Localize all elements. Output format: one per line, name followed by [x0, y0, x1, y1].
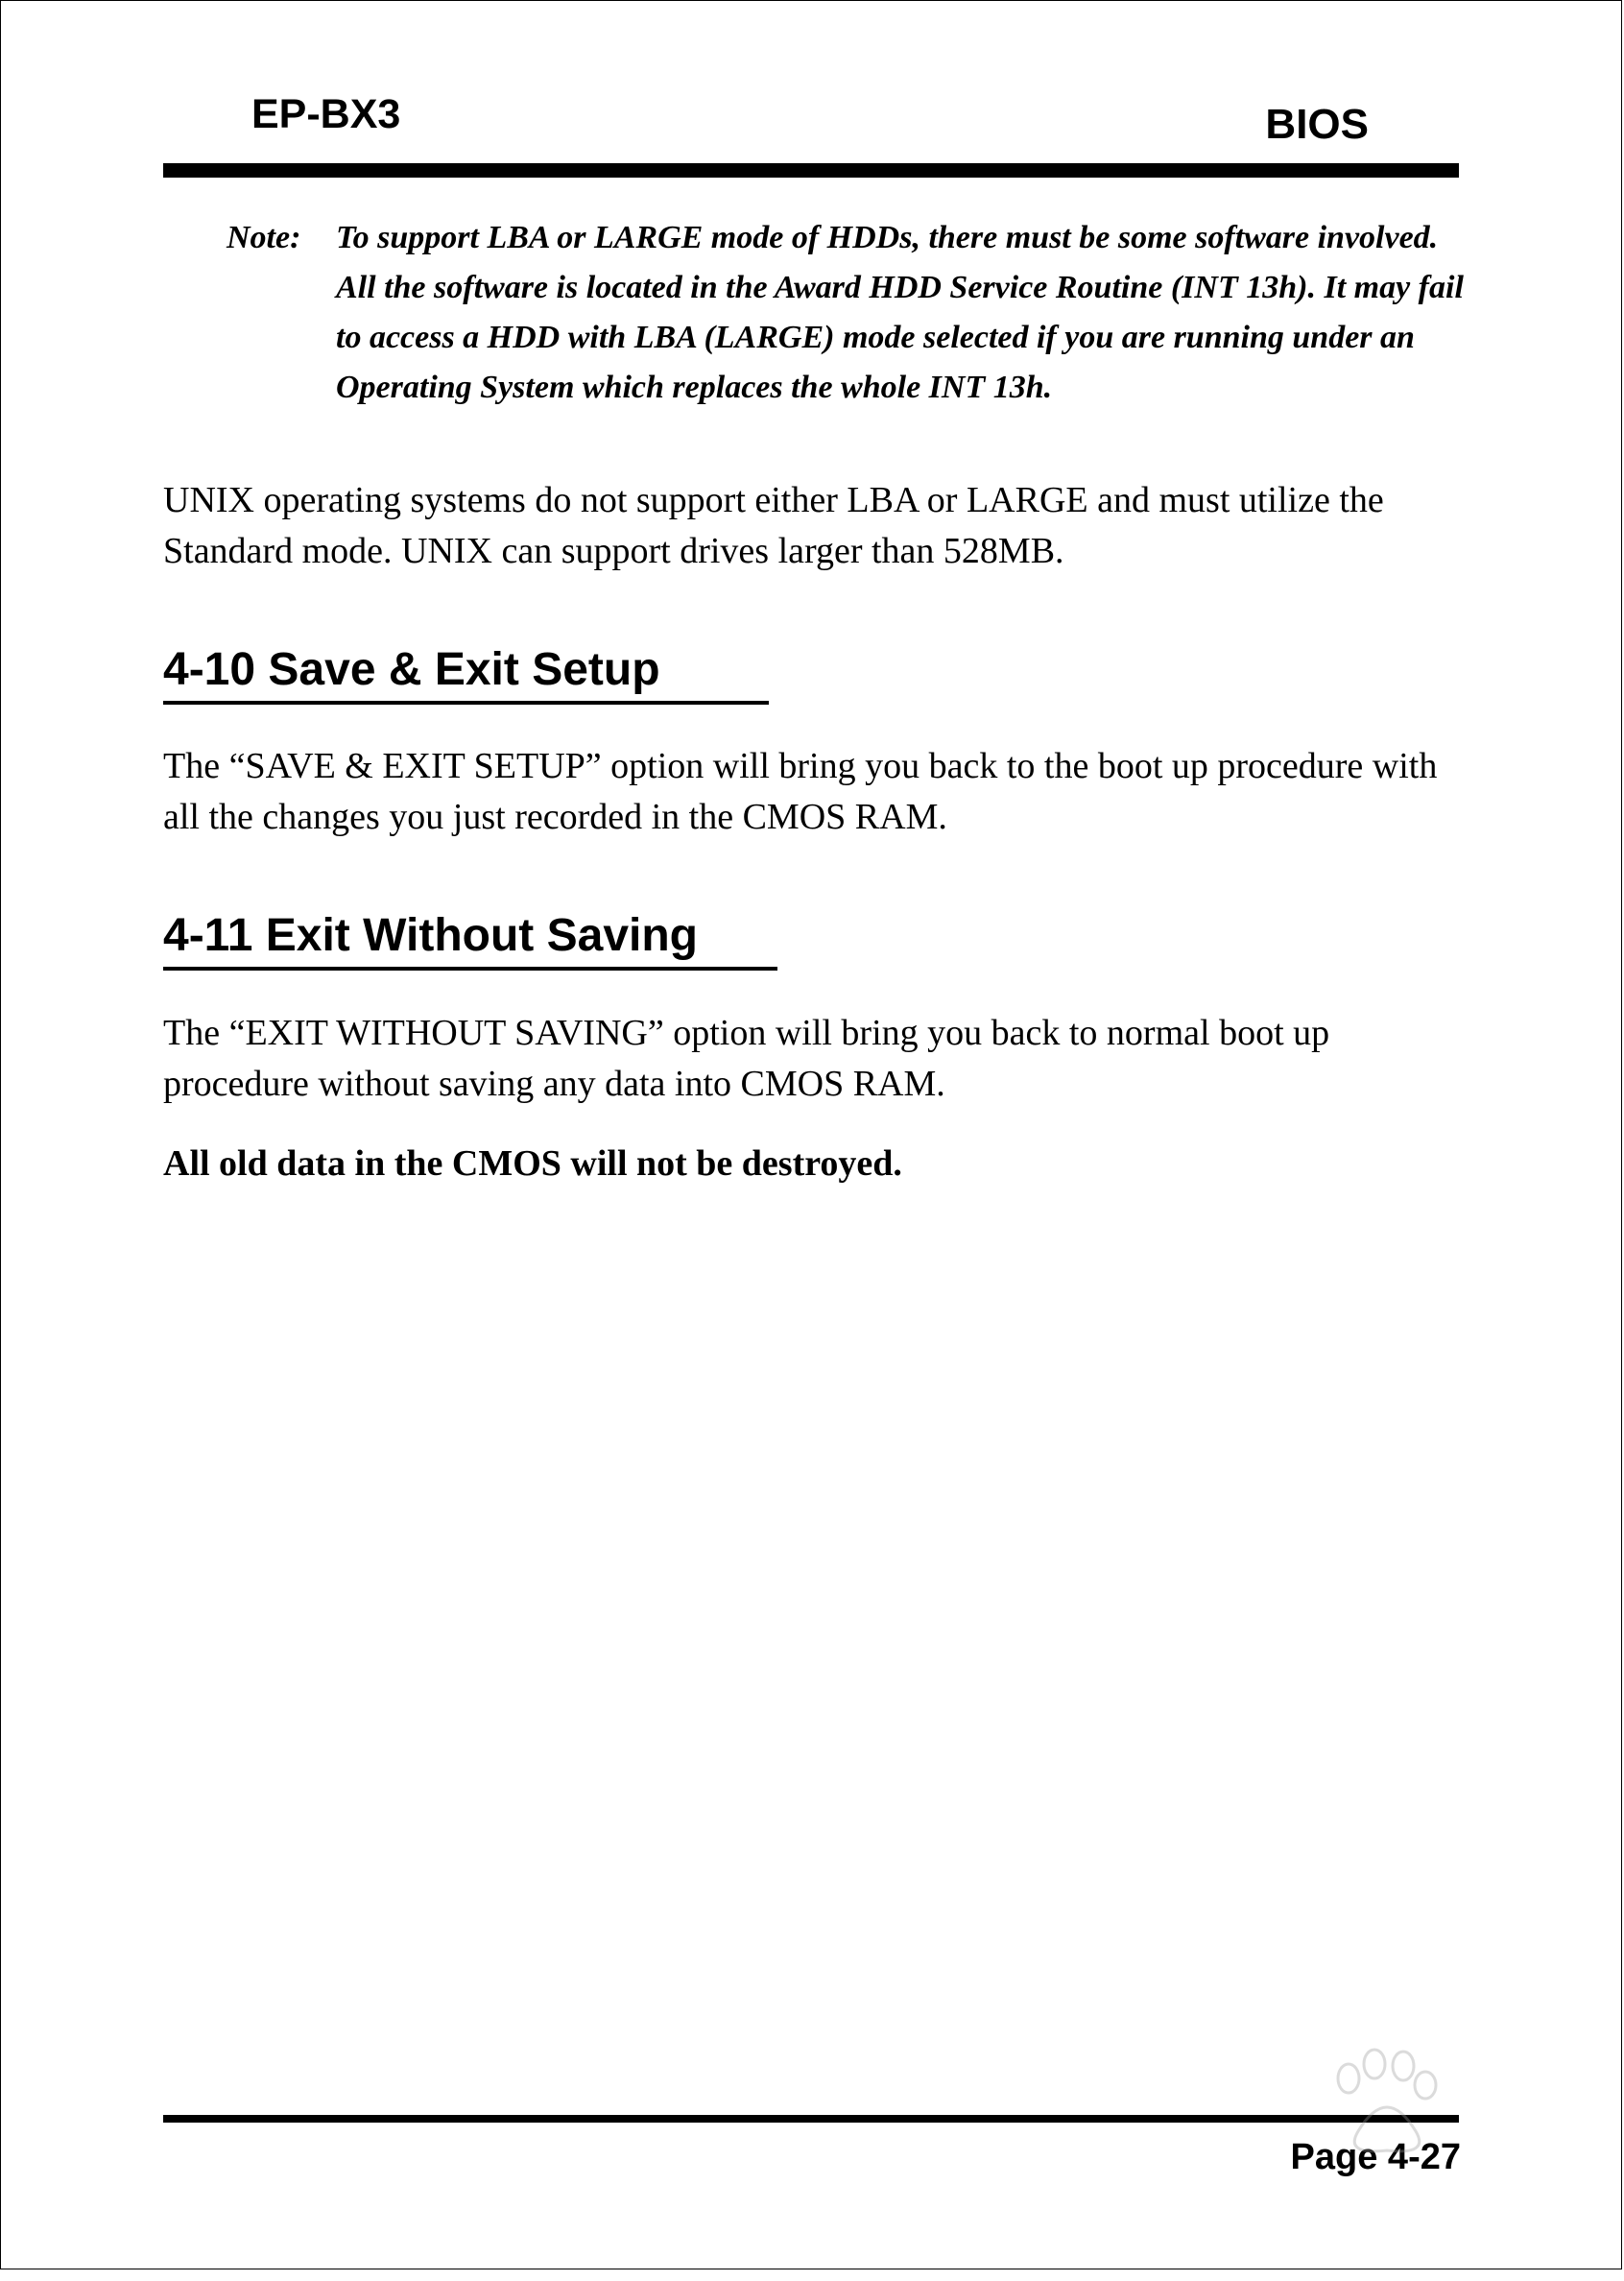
- note-label: Note:: [227, 220, 301, 255]
- note-block: [227, 213, 1474, 413]
- baidu-watermark-icon: [1152, 2026, 1536, 2218]
- intro-paragraph: UNIX operating systems do not support either LBA or LARGE and must utilize the Standard mode. UNIX can support drives larger than 528MB.: [163, 480, 1384, 571]
- section-paragraph-exit-without-saving: The “EXIT WITHOUT SAVING” option will bring you back to normal boot up procedure without saving any data into CMOS RAM.: [163, 1013, 1330, 1104]
- section-heading-exit-without-saving: 4-11 Exit Without Saving: [163, 913, 777, 971]
- section-heading-save-exit: 4-10 Save & Exit Setup: [163, 647, 769, 705]
- footer-page-number: Page 4-27: [1290, 2137, 1461, 2177]
- section-emphasis: All old data in the CMOS will not be destroyed.: [163, 1143, 902, 1184]
- header-rule: [163, 163, 1459, 178]
- header-section: BIOS: [1265, 101, 1369, 148]
- header-model: EP-BX3: [251, 91, 401, 137]
- note-text: To support LBA or LARGE mode of HDDs, there must be some software involved. All the software is located in the Award HDD Service Routine (INT 13h). It may fail to access a HDD with LBA (LARGE) mode selected if you are running under an Operating System which replaces the whole INT 13h.: [336, 220, 1464, 405]
- section-paragraph-save-exit: The “SAVE & EXIT SETUP” option will bring you back to the boot up procedure with all the changes you just recorded in the CMOS RAM.: [163, 746, 1438, 837]
